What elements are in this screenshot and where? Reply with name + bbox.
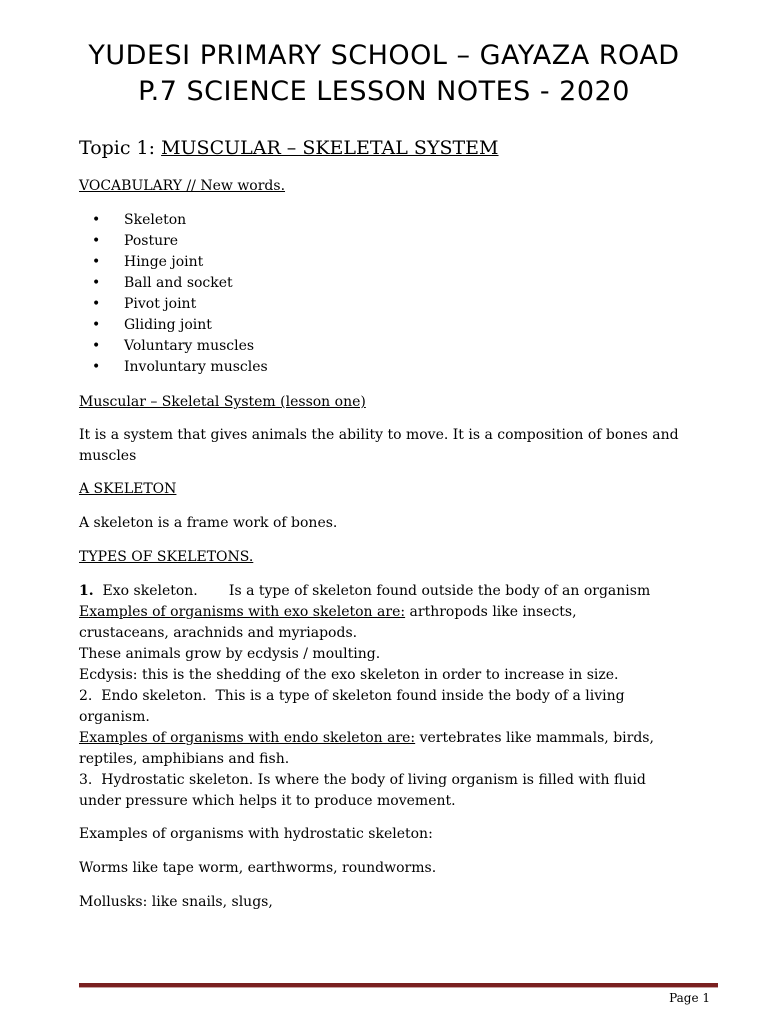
- endo-examples-line: Examples of organisms with endo skeleton are: vertebrates like mammals, birds,: [79, 730, 654, 746]
- types-heading: TYPES OF SKELETONS.: [79, 549, 254, 565]
- bullet-icon: •: [92, 233, 101, 249]
- vocabulary-list: [79, 210, 268, 378]
- list-item: • Hinge joint: [79, 252, 268, 273]
- document-header: [0, 38, 768, 110]
- list-item: • Involuntary muscles: [79, 357, 268, 378]
- body-text: crustaceans, arachnids and myriapods.: [79, 625, 358, 641]
- bullet-icon: •: [92, 212, 101, 228]
- body-text: reptiles, amphibians and fish.: [79, 751, 290, 767]
- list-item: • Posture: [79, 231, 268, 252]
- item-number: 1.: [79, 583, 94, 599]
- bullet-icon: •: [92, 338, 101, 354]
- hydro-examples-heading: Examples of organisms with hydrostatic skeleton:: [79, 826, 433, 842]
- list-item: • Voluntary muscles: [79, 336, 268, 357]
- exo-skeleton-line: 1. Exo skeleton. Is a type of skeleton found outside the body of an organism: [79, 583, 651, 599]
- body-text: Ecdysis: this is the shedding of the exo skeleton in order to increase in size.: [79, 667, 619, 683]
- worms-example: Worms like tape worm, earthworms, roundworms.: [79, 860, 437, 876]
- footer-divider: [79, 983, 718, 987]
- topic-title: MUSCULAR – SKELETAL SYSTEM: [161, 137, 499, 159]
- school-name: YUDESI PRIMARY SCHOOL – GAYAZA ROAD: [88, 40, 680, 71]
- body-text: organism.: [79, 709, 150, 725]
- endo-skeleton-line: 2. Endo skeleton. This is a type of skeleton found inside the body of a living: [79, 688, 625, 704]
- notes-title: P.7 SCIENCE LESSON NOTES - 2020: [138, 76, 630, 107]
- examples-label: Examples of organisms with endo skeleton are:: [79, 730, 416, 746]
- bullet-icon: •: [92, 254, 101, 270]
- skeleton-heading: A SKELETON: [79, 481, 177, 497]
- intro-text: It is a system that gives animals the ability to move. It is a composition of bones and: [79, 427, 679, 443]
- vocabulary-heading: VOCABULARY // New words.: [79, 178, 286, 194]
- list-item: • Ball and socket: [79, 273, 268, 294]
- hydrostatic-skeleton-line: 3. Hydrostatic skeleton. Is where the body of living organism is filled with fluid: [79, 772, 646, 788]
- list-item: • Gliding joint: [79, 315, 268, 336]
- bullet-icon: •: [92, 275, 101, 291]
- lesson-heading: Muscular – Skeletal System (lesson one): [79, 394, 366, 410]
- intro-text: muscles: [79, 448, 137, 464]
- body-text: These animals grow by ecdysis / moulting.: [79, 646, 381, 662]
- bullet-icon: •: [92, 296, 101, 312]
- body-text: under pressure which helps it to produce movement.: [79, 793, 456, 809]
- topic-heading: [79, 135, 499, 161]
- page-number: Page 1: [669, 991, 710, 1005]
- bullet-icon: •: [92, 359, 101, 375]
- bullet-icon: •: [92, 317, 101, 333]
- exo-examples-line: Examples of organisms with exo skeleton are: arthropods like insects,: [79, 604, 577, 620]
- examples-label: Examples of organisms with exo skeleton are:: [79, 604, 406, 620]
- list-item: • Pivot joint: [79, 294, 268, 315]
- mollusks-example: Mollusks: like snails, slugs,: [79, 894, 273, 910]
- list-item: • Skeleton: [79, 210, 268, 231]
- skeleton-definition: A skeleton is a frame work of bones.: [79, 515, 338, 531]
- topic-prefix: Topic 1:: [79, 137, 162, 159]
